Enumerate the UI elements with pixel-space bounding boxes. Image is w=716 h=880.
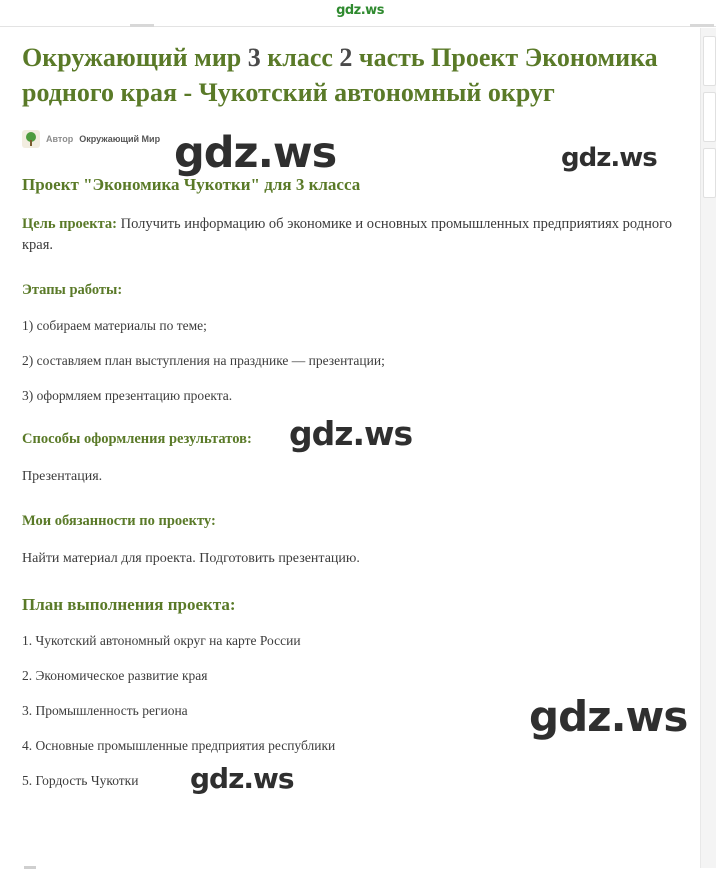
watermark: gdz.ws (561, 143, 657, 173)
page-title (22, 30, 682, 110)
page-title-part-2: класс (260, 43, 340, 72)
tree-icon (22, 130, 40, 148)
sidebar-ad-slot-2[interactable] (703, 92, 716, 142)
plan-item: 4. Основные промышленные предприятия республики (22, 738, 336, 753)
author-row (22, 128, 682, 150)
watermark: gdz.ws (289, 414, 413, 453)
project-subtitle: Проект "Экономика Чукотки" для 3 класса (22, 175, 361, 194)
watermark: gdz.ws (174, 128, 337, 178)
goal-text: Получить информацию об экономике и основных промышленных предприятиях родного края. (22, 216, 672, 253)
author-label: Автор (46, 134, 74, 144)
watermark: gdz.ws (190, 762, 294, 795)
stage-item: 2) составляем план выступления на празднике — презентации; (22, 353, 385, 368)
site-logo[interactable]: gdz.ws (336, 3, 384, 18)
page-title-part-number: 2 (339, 43, 353, 72)
page-title-part-3: часть Проект Экономика родного края - Чукотский автономный округ (22, 43, 658, 107)
author-name[interactable]: Окружающий Мир (79, 134, 161, 144)
results-heading: Способы оформления результатов: (22, 431, 252, 447)
plan-item: 5. Гордость Чукотки (22, 773, 139, 788)
sidebar-ad-slot-1[interactable] (703, 36, 716, 86)
page-title-part-1: Окружающий мир (22, 43, 248, 72)
plan-item: 1. Чукотский автономный округ на карте России (22, 633, 301, 648)
sidebar-ad-slot-3[interactable] (703, 148, 716, 198)
top-bar (0, 0, 716, 27)
top-bar-right-rule (690, 24, 714, 27)
duties-heading: Мои обязанности по проекту: (22, 513, 216, 529)
stages-heading: Этапы работы: (22, 282, 123, 298)
bottom-rule (24, 866, 36, 869)
plan-item: 2. Экономическое развитие края (22, 668, 208, 683)
article-content (22, 30, 682, 790)
page-title-grade-number: 3 (247, 43, 261, 72)
duties-text: Найти материал для проекта. Подготовить презентацию. (22, 551, 360, 566)
plan-heading: План выполнения проекта: (22, 595, 236, 614)
stage-item: 3) оформляем презентацию проекта. (22, 388, 233, 403)
plan-item: 3. Промышленность региона (22, 703, 188, 718)
top-bar-left-rule (130, 24, 154, 27)
goal-label: Цель проекта: (22, 216, 117, 232)
goal-paragraph (22, 214, 682, 256)
stage-item: 1) собираем материалы по теме; (22, 318, 207, 333)
watermark: gdz.ws (529, 692, 688, 741)
results-text: Презентация. (22, 469, 103, 484)
